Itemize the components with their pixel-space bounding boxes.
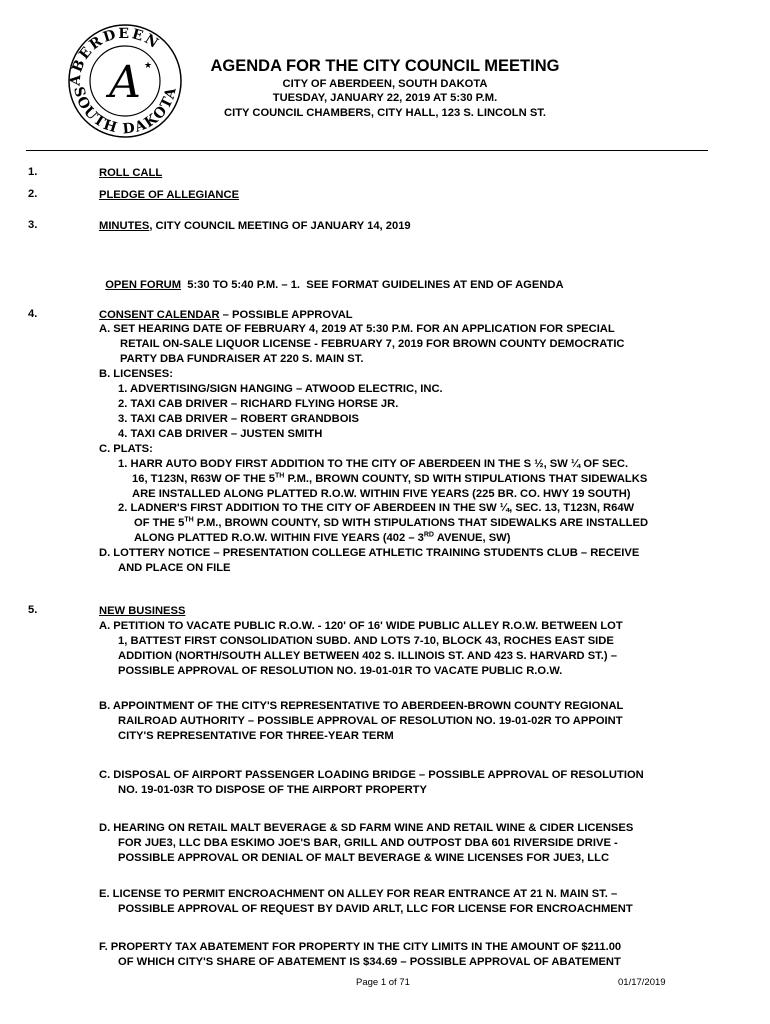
plat-item-line: 2. LADNER'S FIRST ADDITION TO THE CITY OF ABERDEEN IN THE SW ¼, SEC. 13, T123N, R64W <box>118 502 635 514</box>
city-seal-logo <box>64 22 186 140</box>
item-number: 2. <box>28 188 38 200</box>
item-label: ROLL CALL <box>99 167 163 179</box>
new-business-f-line: OF WHICH CITY'S SHARE OF ABATEMENT IS $34.69 – POSSIBLE APPROVAL OF ABATEMENT <box>118 956 621 968</box>
header-city-line: CITY OF ABERDEEN, SOUTH DAKOTA <box>282 78 488 90</box>
header-date-line: TUESDAY, JANUARY 22, 2019 AT 5:30 P.M. <box>272 92 498 104</box>
license-item: 2. TAXI CAB DRIVER – RICHARD FLYING HORSE JR. <box>118 398 399 410</box>
item-number: 5. <box>28 604 38 616</box>
item-text: – POSSIBLE APPROVAL <box>219 309 353 321</box>
header-divider <box>26 150 708 151</box>
item-label: MINUTES <box>99 220 150 232</box>
plat-item-line <box>134 531 510 546</box>
license-item: 3. TAXI CAB DRIVER – ROBERT GRANDBOIS <box>118 413 359 425</box>
new-business-a-line: ADDITION (NORTH/SOUTH ALLEY BETWEEN 402 S. ILLINOIS ST. AND 423 S. HARVARD ST.) – <box>118 650 617 662</box>
new-business-c-line: C. DISPOSAL OF AIRPORT PASSENGER LOADING BRIDGE – POSSIBLE APPROVAL OF RESOLUTION <box>99 769 644 781</box>
item-label: OPEN FORUM <box>105 279 182 291</box>
plat-item-line <box>134 516 648 531</box>
agenda-item-pledge <box>99 188 239 203</box>
agenda-item-minutes <box>99 219 411 234</box>
seal-top-text: ABERDEEN <box>67 25 163 87</box>
new-business-b-line: RAILROAD AUTHORITY – POSSIBLE APPROVAL OF RESOLUTION NO. 19-01-02R TO APPOINT <box>118 715 623 727</box>
plat-item-line: 1. HARR AUTO BODY FIRST ADDITION TO THE CITY OF ABERDEEN IN THE S ½, SW ¼ OF SEC. <box>118 458 629 470</box>
consent-a-line: A. SET HEARING DATE OF FEBRUARY 4, 2019 AT 5:30 P.M. FOR AN APPLICATION FOR SPECIAL <box>99 323 615 335</box>
page-number: Page 1 of 71 <box>356 977 410 988</box>
text-segment: P.M., BROWN COUNTY, SD WITH STIPULATIONS THAT SIDEWALKS <box>284 473 648 485</box>
header-location-line: CITY COUNCIL CHAMBERS, CITY HALL, 123 S. LINCOLN ST. <box>224 107 546 119</box>
consent-d-line: AND PLACE ON FILE <box>118 562 231 574</box>
new-business-a-line: POSSIBLE APPROVAL OF RESOLUTION NO. 19-01-01R TO VACATE PUBLIC R.O.W. <box>118 665 563 677</box>
item-label: NEW BUSINESS <box>99 605 186 617</box>
item-number: 4. <box>28 308 38 320</box>
consent-a-line: RETAIL ON-SALE LIQUOR LICENSE - FEBRUARY 7, 2019 FOR BROWN COUNTY DEMOCRATIC <box>120 338 625 350</box>
agenda-item-roll-call <box>99 166 162 181</box>
plat-item-line <box>132 472 647 487</box>
superscript: TH <box>275 472 285 480</box>
new-business-a-line: A. PETITION TO VACATE PUBLIC R.O.W. - 120' OF 16' WIDE PUBLIC ALLEY R.O.W. BETWEEN LOT <box>99 620 623 632</box>
superscript: TH <box>184 516 194 524</box>
agenda-title: AGENDA FOR THE CITY COUNCIL MEETING <box>210 57 560 75</box>
text-segment: 16, T123N, R63W OF THE 5 <box>132 473 275 485</box>
license-item: 4. TAXI CAB DRIVER – JUSTEN SMITH <box>118 428 323 440</box>
new-business-a-line: 1, BATTEST FIRST CONSOLIDATION SUBD. AND LOTS 7-10, BLOCK 43, ROCHES EAST SIDE <box>118 635 614 647</box>
new-business-e-line: POSSIBLE APPROVAL OF REQUEST BY DAVID ARLT, LLC FOR LICENSE FOR ENCROACHMENT <box>118 903 633 915</box>
agenda-item-new-business <box>99 604 185 619</box>
seal-star-icon: ★ <box>144 60 153 70</box>
consent-c-heading: C. PLATS: <box>99 443 153 455</box>
item-number: 3. <box>28 219 38 231</box>
new-business-c-line: NO. 19-01-03R TO DISPOSE OF THE AIRPORT PROPERTY <box>118 784 427 796</box>
new-business-b-line: CITY'S REPRESENTATIVE FOR THREE-YEAR TERM <box>118 730 394 742</box>
consent-d-line: D. LOTTERY NOTICE – PRESENTATION COLLEGE ATHLETIC TRAINING STUDENTS CLUB – RECEIVE <box>99 547 640 559</box>
superscript: RD <box>423 531 434 539</box>
footer-date: 01/17/2019 <box>618 977 666 988</box>
item-number: 1. <box>28 166 38 178</box>
item-text: , CITY COUNCIL MEETING OF JANUARY 14, 2019 <box>149 220 411 232</box>
new-business-f-line: F. PROPERTY TAX ABATEMENT FOR PROPERTY IN THE CITY LIMITS IN THE AMOUNT OF $211.00 <box>99 941 622 953</box>
text-segment: ALONG PLATTED R.O.W. WITHIN FIVE YEARS (402 – 3 <box>134 532 424 544</box>
new-business-d-line: FOR JUE3, LLC DBA ESKIMO JOE'S BAR, GRILL AND OUTPOST DBA 601 RIVERSIDE DRIVE - <box>118 837 618 849</box>
agenda-item-consent-calendar <box>99 308 353 323</box>
new-business-d-line: D. HEARING ON RETAIL MALT BEVERAGE & SD FARM WINE AND RETAIL WINE & CIDER LICENSES <box>99 822 634 834</box>
seal-monogram: A <box>109 57 141 108</box>
text-segment: OF THE 5 <box>134 517 185 529</box>
license-item: 1. ADVERTISING/SIGN HANGING – ATWOOD ELECTRIC, INC. <box>118 383 443 395</box>
item-label: PLEDGE OF ALLEGIANCE <box>99 189 240 201</box>
item-label: CONSENT CALENDAR <box>99 309 220 321</box>
seal-bottom-text: SOUTH DAKOTA <box>70 84 181 138</box>
consent-a-line: PARTY DBA FUNDRAISER AT 220 S. MAIN ST. <box>120 353 364 365</box>
open-forum-line <box>99 263 564 293</box>
consent-b-heading: B. LICENSES: <box>99 368 173 380</box>
new-business-d-line: POSSIBLE APPROVAL OR DENIAL OF MALT BEVERAGE & WINE LICENSES FOR JUE3, LLC <box>118 852 610 864</box>
item-text: 5:30 TO 5:40 P.M. – 1. SEE FORMAT GUIDELINES AT END OF AGENDA <box>181 279 564 291</box>
text-segment: AVENUE, SW) <box>434 532 511 544</box>
text-segment: P.M., BROWN COUNTY, SD WITH STIPULATIONS THAT SIDEWALKS ARE INSTALLED <box>193 517 649 529</box>
new-business-e-line: E. LICENSE TO PERMIT ENCROACHMENT ON ALLEY FOR REAR ENTRANCE AT 21 N. MAIN ST. – <box>99 888 618 900</box>
plat-item-line: ARE INSTALLED ALONG PLATTED R.O.W. WITHIN FIVE YEARS (225 BR. CO. HWY 19 SOUTH) <box>132 488 631 500</box>
new-business-b-line: B. APPOINTMENT OF THE CITY'S REPRESENTATIVE TO ABERDEEN-BROWN COUNTY REGIONAL <box>99 700 624 712</box>
